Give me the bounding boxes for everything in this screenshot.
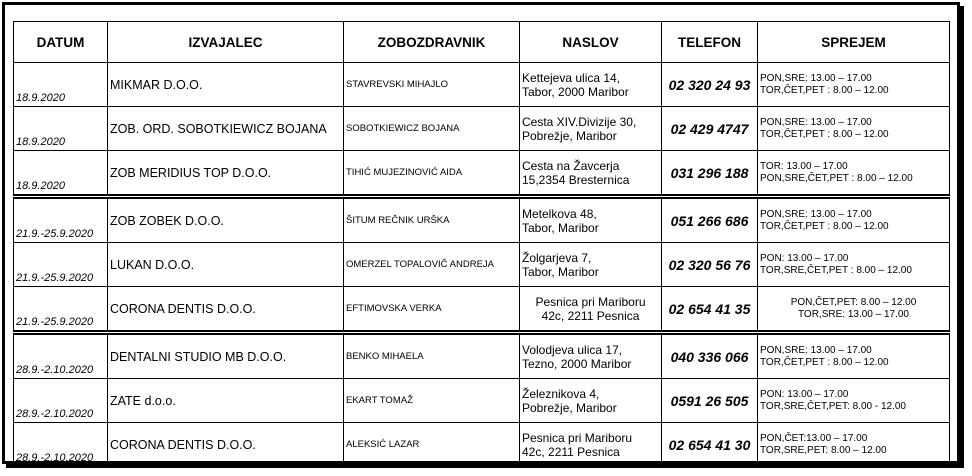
- sprejem-line: PON,SRE: 13.00 – 17.00: [760, 345, 872, 356]
- cell-sprejem: [758, 243, 950, 287]
- cell-izvajalec: ZOB. ORD. SOBOTKIEWICZ BOJANA: [108, 107, 344, 151]
- schedule-table: [13, 21, 950, 467]
- cell-telefon: 02 320 56 76: [662, 243, 758, 287]
- cell-naslov: [520, 107, 662, 151]
- cell-zobozdravnik: BENKO MIHAELA: [344, 333, 520, 379]
- cell-naslov: [520, 423, 662, 467]
- cell-datum: 18.9.2020: [14, 107, 108, 151]
- cell-zobozdravnik: ŠITUM REČNIK URŠKA: [344, 197, 520, 243]
- cell-sprejem: [758, 107, 950, 151]
- cell-izvajalec: LUKAN D.O.O.: [108, 243, 344, 287]
- table-row: [14, 197, 950, 243]
- cell-naslov: [520, 287, 662, 333]
- header-datum: DATUM: [14, 22, 108, 63]
- table-row: [14, 423, 950, 467]
- sprejem-line: PON,SRE: 13.00 – 17.00: [760, 209, 872, 220]
- naslov-line: Metelkova 48,: [522, 206, 597, 221]
- cell-datum: 28.9.-2.10.2020: [14, 423, 108, 467]
- cell-zobozdravnik: STAVREVSKI MIHAJLO: [344, 63, 520, 107]
- table-row: [14, 287, 950, 333]
- cell-zobozdravnik: EKART TOMAŽ: [344, 379, 520, 423]
- naslov-line: 42c, 2211 Pesnica: [522, 444, 620, 459]
- naslov-line: Cesta na Žavcerja: [522, 158, 620, 173]
- sprejem-line: TOR,ČET,PET : 8.00 – 12.00: [760, 356, 889, 368]
- cell-izvajalec: DENTALNI STUDIO MB D.O.O.: [108, 333, 344, 379]
- naslov-line: Pobrežje, Maribor: [522, 400, 617, 415]
- sprejem-line: PON,ČET,PET: 8.00 – 12.00: [790, 297, 917, 308]
- cell-zobozdravnik: TIHIĆ MUJEZINOVIĆ AIDA: [344, 151, 520, 197]
- naslov-line: Tabor, Maribor: [522, 264, 599, 279]
- sprejem-line: PON,SRE,ČET,PET : 8.00 – 12.00: [760, 172, 913, 184]
- cell-sprejem: [758, 197, 950, 243]
- cell-izvajalec: ZOB MERIDIUS TOP D.O.O.: [108, 151, 344, 197]
- cell-zobozdravnik: ALEKSIĆ LAZAR: [344, 423, 520, 467]
- cell-telefon: 051 266 686: [662, 197, 758, 243]
- cell-datum: 21.9.-25.9.2020: [14, 243, 108, 287]
- cell-sprejem: [758, 333, 950, 379]
- sprejem-line: TOR,SRE: 13.00 – 17.00: [798, 308, 909, 320]
- naslov-line: Pesnica pri Mariboru: [535, 294, 646, 309]
- naslov-line: Kettejeva ulica 14,: [522, 70, 621, 85]
- cell-izvajalec: ZOB ZOBEK D.O.O.: [108, 197, 344, 243]
- header-row: [14, 22, 950, 63]
- sprejem-line: TOR,SRE,PET: 8.00 – 12.00: [760, 444, 887, 456]
- cell-sprejem: [758, 379, 950, 423]
- table-row: [14, 63, 950, 107]
- cell-naslov: [520, 151, 662, 197]
- cell-zobozdravnik: OMERZEL TOPALOVIČ ANDREJA: [344, 243, 520, 287]
- sprejem-line: TOR,ČET,PET : 8.00 – 12.00: [760, 128, 889, 140]
- sprejem-line: TOR,SRE,ČET,PET : 8.00 – 12.00: [760, 264, 912, 276]
- cell-naslov: [520, 197, 662, 243]
- cell-telefon: 0591 26 505: [662, 379, 758, 423]
- cell-sprejem: [758, 423, 950, 467]
- naslov-line: Cesta XIV.Divizije 30,: [522, 114, 637, 129]
- sprejem-line: PON,SRE: 13.00 – 17.00: [760, 117, 872, 128]
- cell-telefon: 031 296 188: [662, 151, 758, 197]
- cell-naslov: [520, 333, 662, 379]
- table-row: [14, 333, 950, 379]
- sprejem-line: PON: 13.00 – 17.00: [760, 389, 849, 400]
- naslov-line: Pesnica pri Mariboru: [522, 430, 633, 445]
- sprejem-line: TOR,SRE,ČET,PET: 8.00 - 12.00: [760, 400, 906, 412]
- cell-datum: 18.9.2020: [14, 63, 108, 107]
- cell-izvajalec: CORONA DENTIS D.O.O.: [108, 287, 344, 333]
- naslov-line: Žolgarjeva 7,: [522, 250, 592, 265]
- header-telefon: TELEFON: [662, 22, 758, 63]
- cell-datum: 21.9.-25.9.2020: [14, 197, 108, 243]
- header-izvajalec: IZVAJALEC: [108, 22, 344, 63]
- cell-sprejem: [758, 151, 950, 197]
- cell-datum: 21.9.-25.9.2020: [14, 287, 108, 333]
- naslov-line: 15,2354 Bresternica: [522, 172, 630, 187]
- sprejem-line: TOR: 13.00 – 17.00: [760, 161, 848, 172]
- naslov-line: Tezno, 2000 Maribor: [522, 356, 632, 371]
- sprejem-line: TOR,ČET,PET : 8.00 – 12.00: [760, 84, 889, 96]
- sprejem-line: PON: 13.00 – 17.00: [760, 253, 849, 264]
- cell-sprejem: [758, 63, 950, 107]
- cell-datum: 28.9.-2.10.2020: [14, 333, 108, 379]
- cell-sprejem: [758, 287, 950, 333]
- naslov-line: Železnikova 4,: [522, 386, 600, 401]
- cell-telefon: 02 654 41 30: [662, 423, 758, 467]
- cell-telefon: 02 429 4747: [662, 107, 758, 151]
- naslov-line: Volodjeva ulica 17,: [522, 342, 623, 357]
- table-row: [14, 151, 950, 197]
- table-row: [14, 379, 950, 423]
- cell-telefon: 02 654 41 35: [662, 287, 758, 333]
- naslov-line: Tabor, 2000 Maribor: [522, 84, 629, 99]
- cell-naslov: [520, 379, 662, 423]
- header-naslov: NASLOV: [520, 22, 662, 63]
- cell-zobozdravnik: SOBOTKIEWICZ BOJANA: [344, 107, 520, 151]
- table-row: [14, 107, 950, 151]
- cell-naslov: [520, 243, 662, 287]
- naslov-line: Tabor, Maribor: [522, 220, 599, 235]
- cell-zobozdravnik: EFTIMOVSKA VERKA: [344, 287, 520, 333]
- table-row: [14, 243, 950, 287]
- sprejem-line: PON,SRE: 13.00 – 17.00: [760, 73, 872, 84]
- header-zobozdravnik: ZOBOZDRAVNIK: [344, 22, 520, 63]
- cell-izvajalec: CORONA DENTIS D.O.O.: [108, 423, 344, 467]
- header-sprejem: SPREJEM: [758, 22, 950, 63]
- sprejem-line: TOR,ČET,PET : 8.00 – 12.00: [760, 220, 889, 232]
- naslov-line: 42c, 2211 Pesnica: [541, 308, 640, 323]
- cell-telefon: 02 320 24 93: [662, 63, 758, 107]
- cell-izvajalec: ZATE d.o.o.: [108, 379, 344, 423]
- sprejem-line: PON,ČET:13.00 – 17.00: [760, 433, 868, 444]
- cell-datum: 28.9.-2.10.2020: [14, 379, 108, 423]
- cell-datum: 18.9.2020: [14, 151, 108, 197]
- naslov-line: Pobrežje, Maribor: [522, 128, 617, 143]
- cell-izvajalec: MIKMAR D.O.O.: [108, 63, 344, 107]
- cell-naslov: [520, 63, 662, 107]
- cell-telefon: 040 336 066: [662, 333, 758, 379]
